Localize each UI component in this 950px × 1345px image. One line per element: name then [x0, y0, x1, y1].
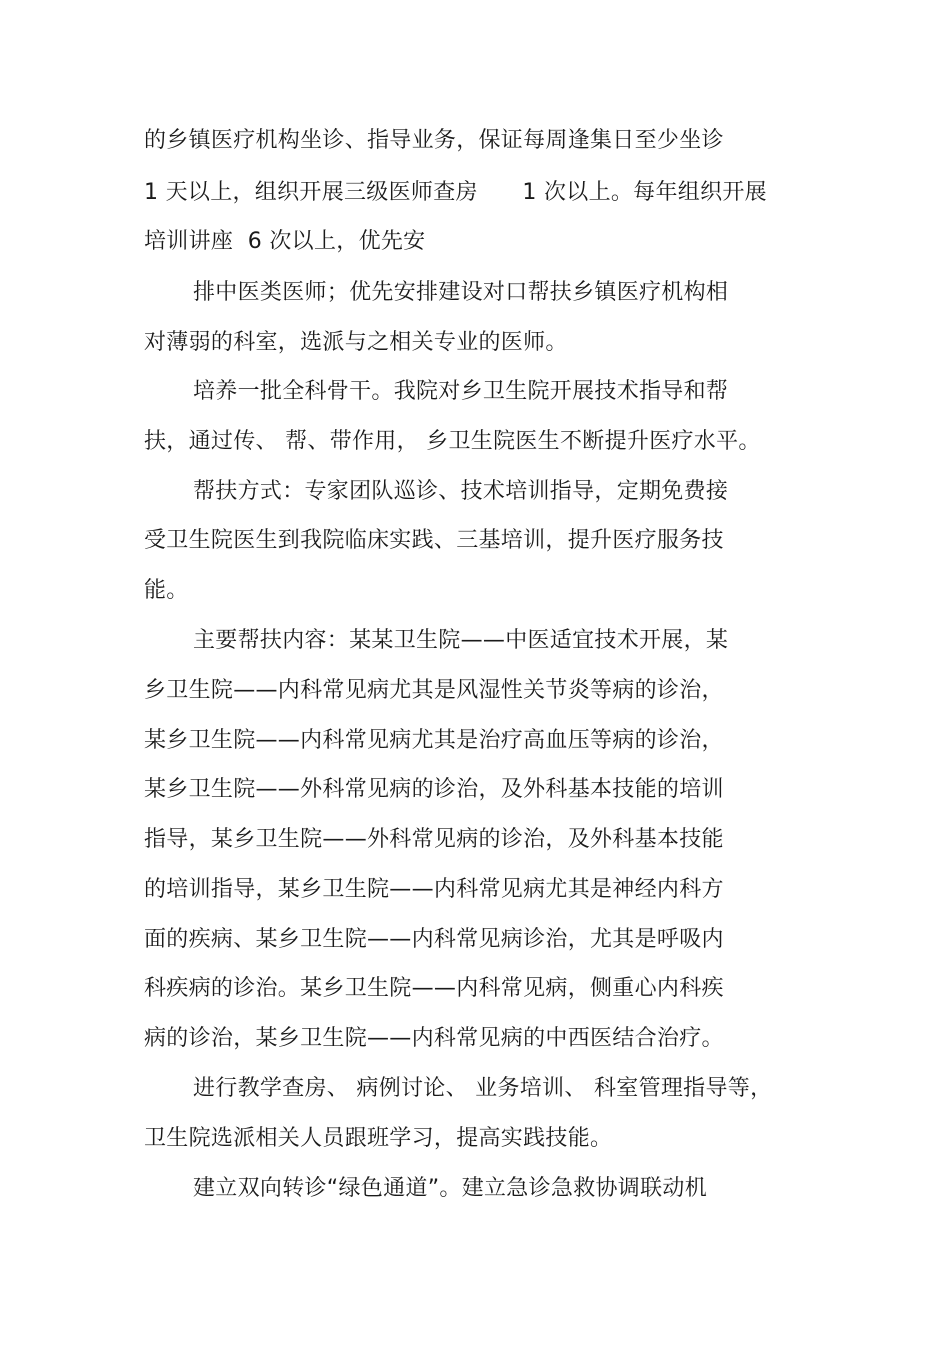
- text-line: 培训讲座 6 次以上，优先安: [144, 229, 426, 254]
- text-line: 建立双向转诊“绿色通道”。建立急诊急救协调联动机: [193, 1176, 707, 1201]
- text-line: 指导，某乡卫生院——外科常见病的诊治，及外科基本技能: [144, 827, 724, 852]
- text-line: 某乡卫生院——外科常见病的诊治，及外科基本技能的培训: [144, 777, 724, 802]
- text-line: 科疾病的诊治。某乡卫生院——内科常见病，侧重心内科疾: [144, 976, 724, 1001]
- text-line: 主要帮扶内容：某某卫生院——中医适宜技术开展，某: [193, 628, 729, 653]
- text-line: 帮扶方式：专家团队巡诊、技术培训指导，定期免费接: [193, 479, 729, 504]
- text-line: 排中医类医师；优先安排建设对口帮扶乡镇医疗机构相: [193, 280, 729, 305]
- text-line: 乡卫生院——内科常见病尤其是风湿性关节炎等病的诊治，: [144, 678, 724, 703]
- text-line: 某乡卫生院——内科常见病尤其是治疗高血压等病的诊治，: [144, 728, 724, 753]
- text-line: 卫生院选派相关人员跟班学习，提高实践技能。: [144, 1126, 613, 1151]
- text-line: 的乡镇医疗机构坐诊、指导业务，保证每周逢集日至少坐诊: [144, 128, 724, 153]
- text-line: 对薄弱的科室，选派与之相关专业的医师。: [144, 330, 568, 355]
- text-line: 1 天以上，组织开展三级医师查房 1 次以上。每年组织开展: [144, 180, 767, 205]
- text-line: 能。: [144, 578, 189, 603]
- text-line: 面的疾病、某乡卫生院——内科常见病诊治，尤其是呼吸内: [144, 927, 724, 952]
- text-line: 扶，通过传、 帮、带作用， 乡卫生院医生不断提升医疗水平。: [144, 429, 761, 454]
- text-line: 受卫生院医生到我院临床实践、三基培训，提升医疗服务技: [144, 528, 724, 553]
- text-line: 进行教学查房、 病例讨论、 业务培训、 科室管理指导等，: [193, 1076, 773, 1101]
- text-line: 的培训指导，某乡卫生院——内科常见病尤其是神经内科方: [144, 877, 724, 902]
- text-line: 病的诊治，某乡卫生院——内科常见病的中西医结合治疗。: [144, 1026, 724, 1051]
- text-line: 培养一批全科骨干。我院对乡卫生院开展技术指导和帮: [193, 379, 729, 404]
